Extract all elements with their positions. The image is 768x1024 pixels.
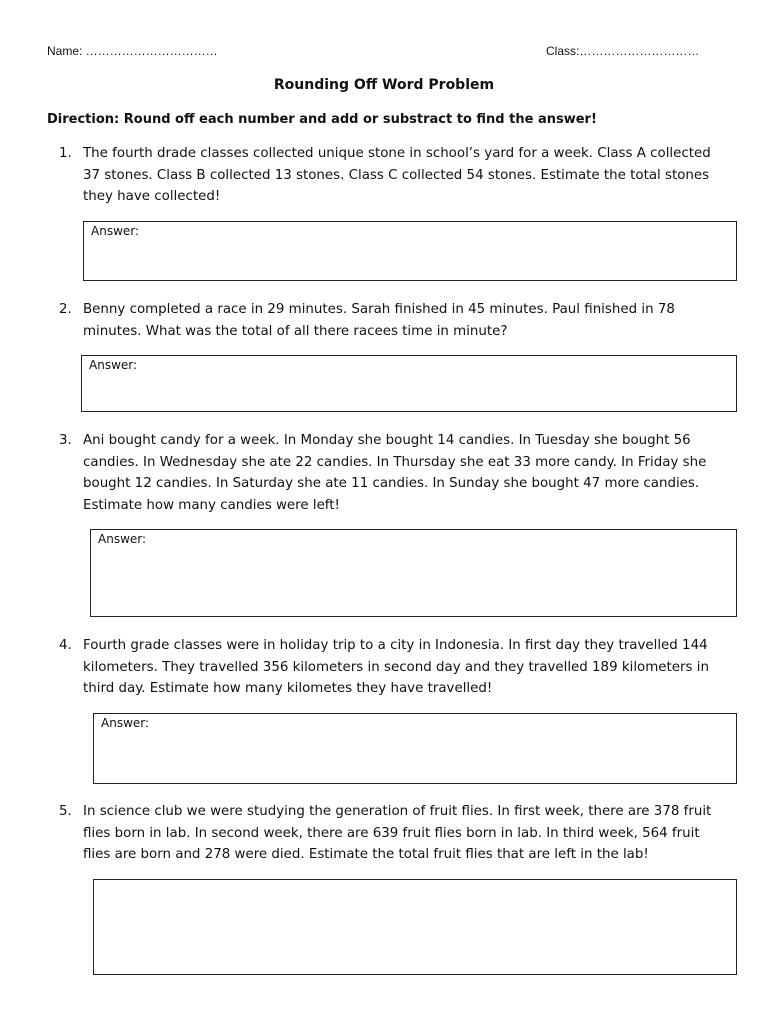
answer-label: Answer: [101, 716, 150, 730]
problem-number: 2. [59, 302, 72, 317]
problem-number: 1. [59, 146, 72, 161]
answer-label: Answer: [91, 224, 140, 238]
answer-label: Answer: [98, 532, 147, 546]
problem-text: Ani bought candy for a week. In Monday she bought 14 candies. In Tuesday she bought 56 candies. In Wednesday she ate 22 candies. In Thursday she eat 33 more candy. In Friday she bought 12 candies. In Saturday she ate 11 candies. In Sunday she bought 47 more candies. Estimate how many candies were left! [83, 433, 707, 513]
problem-number: 3. [59, 433, 72, 448]
worksheet-title: Rounding Off Word Problem [273, 77, 495, 93]
problem-number: 4. [59, 638, 72, 653]
problem-2 [59, 299, 721, 342]
answer-box-4[interactable] [93, 713, 737, 784]
problem-text: Benny completed a race in 29 minutes. Sarah finished in 45 minutes. Paul finished in 78 minutes. What was the total of all there racees time in minute? [83, 302, 675, 339]
problem-text: The fourth drade classes collected unique stone in school’s yard for a week. Class A collected 37 stones. Class B collected 13 stones. Class C collected 54 stones. Estimate the total stones they have collected! [83, 146, 711, 204]
problem-text: In science club we were studying the generation of fruit flies. In first week, there are 378 fruit flies born in lab. In second week, there are 639 fruit flies born in lab. In third week, 564 fruit flies are born and 278 were died. Estimate the total fruit flies that are left in the lab! [83, 804, 712, 862]
answer-box-2[interactable] [81, 355, 737, 412]
answer-box-5[interactable] [93, 879, 737, 975]
class-field-label: Class:………………………… [546, 44, 700, 58]
directions-text: Direction: Round off each number and add or substract to find the answer! [47, 112, 597, 127]
problem-number: 5. [59, 804, 72, 819]
answer-box-1[interactable] [83, 221, 737, 281]
answer-label: Answer: [89, 358, 138, 372]
problem-3 [59, 430, 721, 516]
answer-box-3[interactable] [90, 529, 737, 617]
name-field-label: Name: …………………………… [47, 44, 218, 58]
problem-4 [59, 635, 721, 700]
problem-1 [59, 143, 721, 208]
problem-text: Fourth grade classes were in holiday trip to a city in Indonesia. In first day they travelled 144 kilometers. They travelled 356 kilometers in second day and they travelled 189 kilometers in third day. Estimate how many kilometes they have travelled! [83, 638, 709, 696]
problem-5 [59, 801, 721, 866]
